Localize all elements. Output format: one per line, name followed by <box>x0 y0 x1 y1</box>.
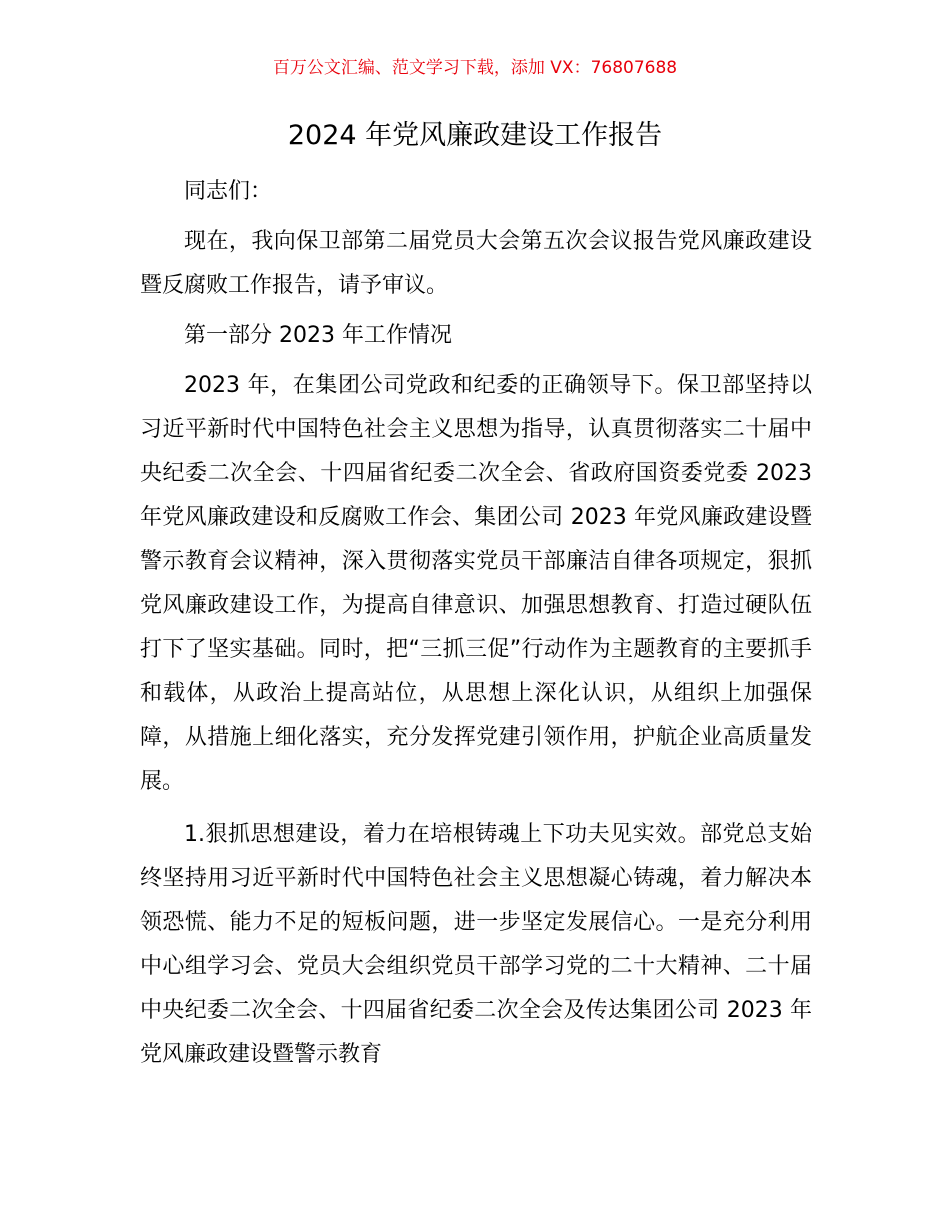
paragraph-intro: 现在，我向保卫部第二届党员大会第五次会议报告党风廉政建设暨反腐败工作报告，请予审议。 <box>140 229 812 298</box>
document-body <box>140 170 812 1077</box>
section-heading-part-one: 第一部分 2023 年工作情况 <box>184 323 452 348</box>
header-watermark-ad: 百万公文汇编、范文学习下载，添加 VX：76807688 <box>272 58 678 78</box>
paragraph-2023-overview: 2023 年，在集团公司党政和纪委的正确领导下。保卫部坚持以习近平新时代中国特色社会主义思想为指导，认真贯彻落实二十届中央纪委二次全会、十四届省纪委二次全会、省政府国资委党委 2023 年党风廉政建设和反腐败工作会、集团公司 2023 年党风廉政建设暨警示教育会议精神，深入贯彻落实党员干部廉洁自律各项规定，狠抓党风廉政建设工作，为提高自律意识、加强思想教育、打造过硬队伍打下了坚实基础。同时，把“三抓三促”行动作为主题教育的主要抓手和载体，从政治上提高站位，从思想上深化认识，从组织上加强保障，从措施上细化落实，充分发挥党建引领作用，护航企业高质量发展。 <box>140 373 812 794</box>
salutation: 同志们： <box>184 179 273 204</box>
document-title: 2024 年党风廉政建设工作报告 <box>287 120 663 151</box>
paragraph-item-1: 1.狠抓思想建设，着力在培根铸魂上下功夫见实效。部党总支始终坚持用习近平新时代中国特色社会主义思想凝心铸魂，着力解决本领恐慌、能力不足的短板问题，进一步坚定发展信心。一是充分利用中心组学习会、党员大会组织党员干部学习党的二十大精神、二十届中央纪委二次全会、十四届省纪委二次全会及传达集团公司 2023 年党风廉政建设暨警示教育 <box>140 822 812 1067</box>
